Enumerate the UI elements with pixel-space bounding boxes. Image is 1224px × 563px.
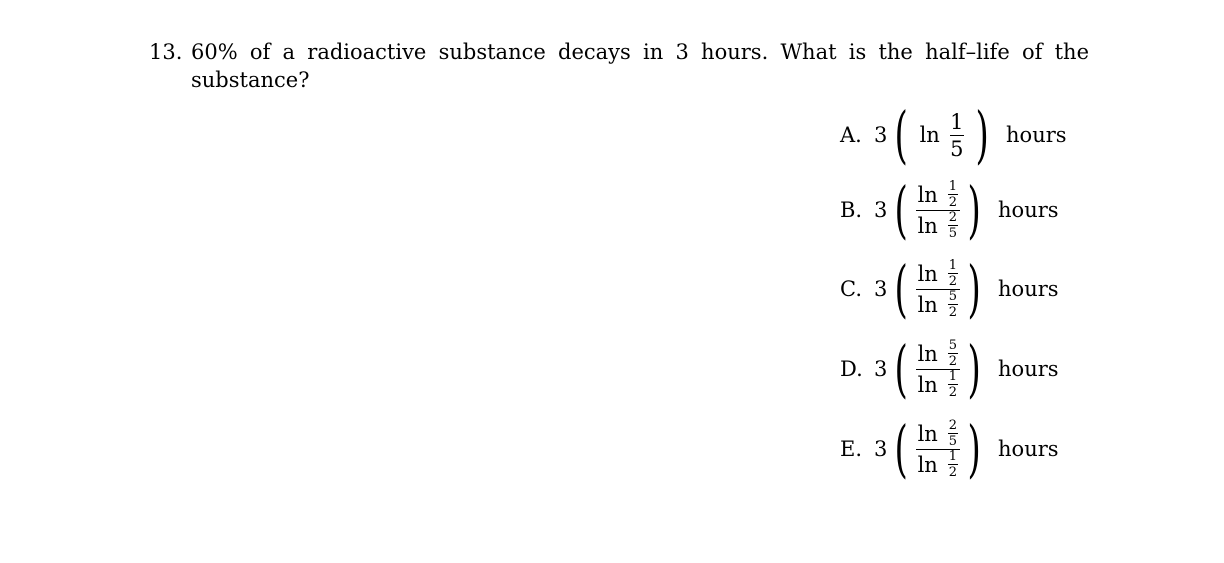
ln-operator: ln: [917, 182, 938, 207]
log-ratio: [916, 339, 960, 400]
ln-operator: ln: [919, 123, 940, 147]
right-paren: ): [975, 98, 989, 171]
coefficient: 3: [874, 437, 888, 461]
small-fraction: [948, 211, 958, 240]
question: [149, 38, 1089, 94]
small-numerator: 2: [948, 418, 957, 433]
question-text: 60% of a radioactive substance decays in 3 hours. What is the half–life of the substance?: [191, 40, 1089, 92]
choice-d[interactable]: [840, 334, 1059, 404]
ln-operator: ln: [917, 292, 938, 317]
choice-label: B.: [840, 198, 863, 222]
left-paren: (: [894, 98, 909, 171]
ratio-denominator: [916, 290, 960, 320]
small-numerator: 1: [948, 179, 957, 194]
small-fraction: [948, 259, 958, 288]
choice-e[interactable]: [840, 414, 1059, 484]
choice-a[interactable]: [840, 100, 1067, 170]
small-fraction: [948, 370, 958, 399]
small-numerator: 1: [948, 449, 957, 464]
small-denominator: 2: [948, 274, 957, 289]
small-numerator: 5: [948, 338, 957, 353]
ln-operator: ln: [917, 261, 938, 286]
ln-operator: ln: [917, 341, 938, 366]
right-paren: ): [967, 173, 981, 246]
small-denominator: 2: [948, 305, 957, 320]
ratio-denominator: [916, 211, 960, 241]
ratio-numerator: [916, 180, 960, 210]
unit-label: hours: [998, 437, 1059, 461]
log-ratio: [916, 419, 960, 480]
choice-label: A.: [840, 123, 862, 147]
ratio-numerator: [916, 419, 960, 449]
small-fraction: [948, 180, 958, 209]
unit-label: hours: [998, 357, 1059, 381]
choice-label: C.: [840, 277, 862, 301]
coefficient: 3: [874, 357, 888, 381]
fraction-bar: [950, 135, 964, 136]
small-fraction: [948, 450, 958, 479]
choice-c[interactable]: [840, 254, 1059, 324]
small-denominator: 2: [948, 385, 957, 400]
small-fraction: [948, 339, 958, 368]
choice-label: D.: [840, 357, 863, 381]
ln-operator: ln: [917, 421, 938, 446]
ratio-denominator: [916, 450, 960, 480]
small-numerator: 1: [948, 369, 957, 384]
right-paren: ): [967, 412, 981, 485]
unit-label: hours: [998, 277, 1059, 301]
small-denominator: 5: [948, 226, 957, 241]
fraction-numerator: 1: [950, 109, 964, 134]
unit-label: hours: [998, 198, 1059, 222]
choice-b[interactable]: [840, 175, 1059, 245]
ratio-numerator: [916, 339, 960, 369]
small-numerator: 2: [948, 210, 957, 225]
log-expression: [914, 111, 970, 160]
small-fraction: [948, 419, 958, 448]
ln-operator: ln: [917, 213, 938, 238]
coefficient: 3: [874, 123, 888, 147]
ln-operator: ln: [917, 452, 938, 477]
small-numerator: 1: [948, 258, 957, 273]
fraction-denominator: 5: [950, 136, 964, 161]
small-denominator: 2: [948, 465, 957, 480]
ratio-numerator: [916, 259, 960, 289]
log-ratio: [916, 180, 960, 241]
small-numerator: 5: [948, 289, 957, 304]
ratio-denominator: [916, 370, 960, 400]
choice-label: E.: [840, 437, 863, 461]
log-ratio: [916, 259, 960, 320]
right-paren: ): [967, 252, 981, 325]
small-denominator: 2: [948, 195, 957, 210]
small-denominator: 5: [948, 434, 957, 449]
coefficient: 3: [874, 198, 888, 222]
left-paren: (: [894, 252, 909, 325]
unit-label: hours: [1006, 123, 1067, 147]
left-paren: (: [894, 173, 909, 246]
fraction: [950, 111, 964, 160]
coefficient: 3: [874, 277, 888, 301]
question-number: 13.: [149, 40, 183, 64]
right-paren: ): [967, 332, 981, 405]
left-paren: (: [894, 332, 909, 405]
small-fraction: [948, 290, 958, 319]
small-denominator: 2: [948, 354, 957, 369]
ln-operator: ln: [917, 372, 938, 397]
left-paren: (: [894, 412, 909, 485]
